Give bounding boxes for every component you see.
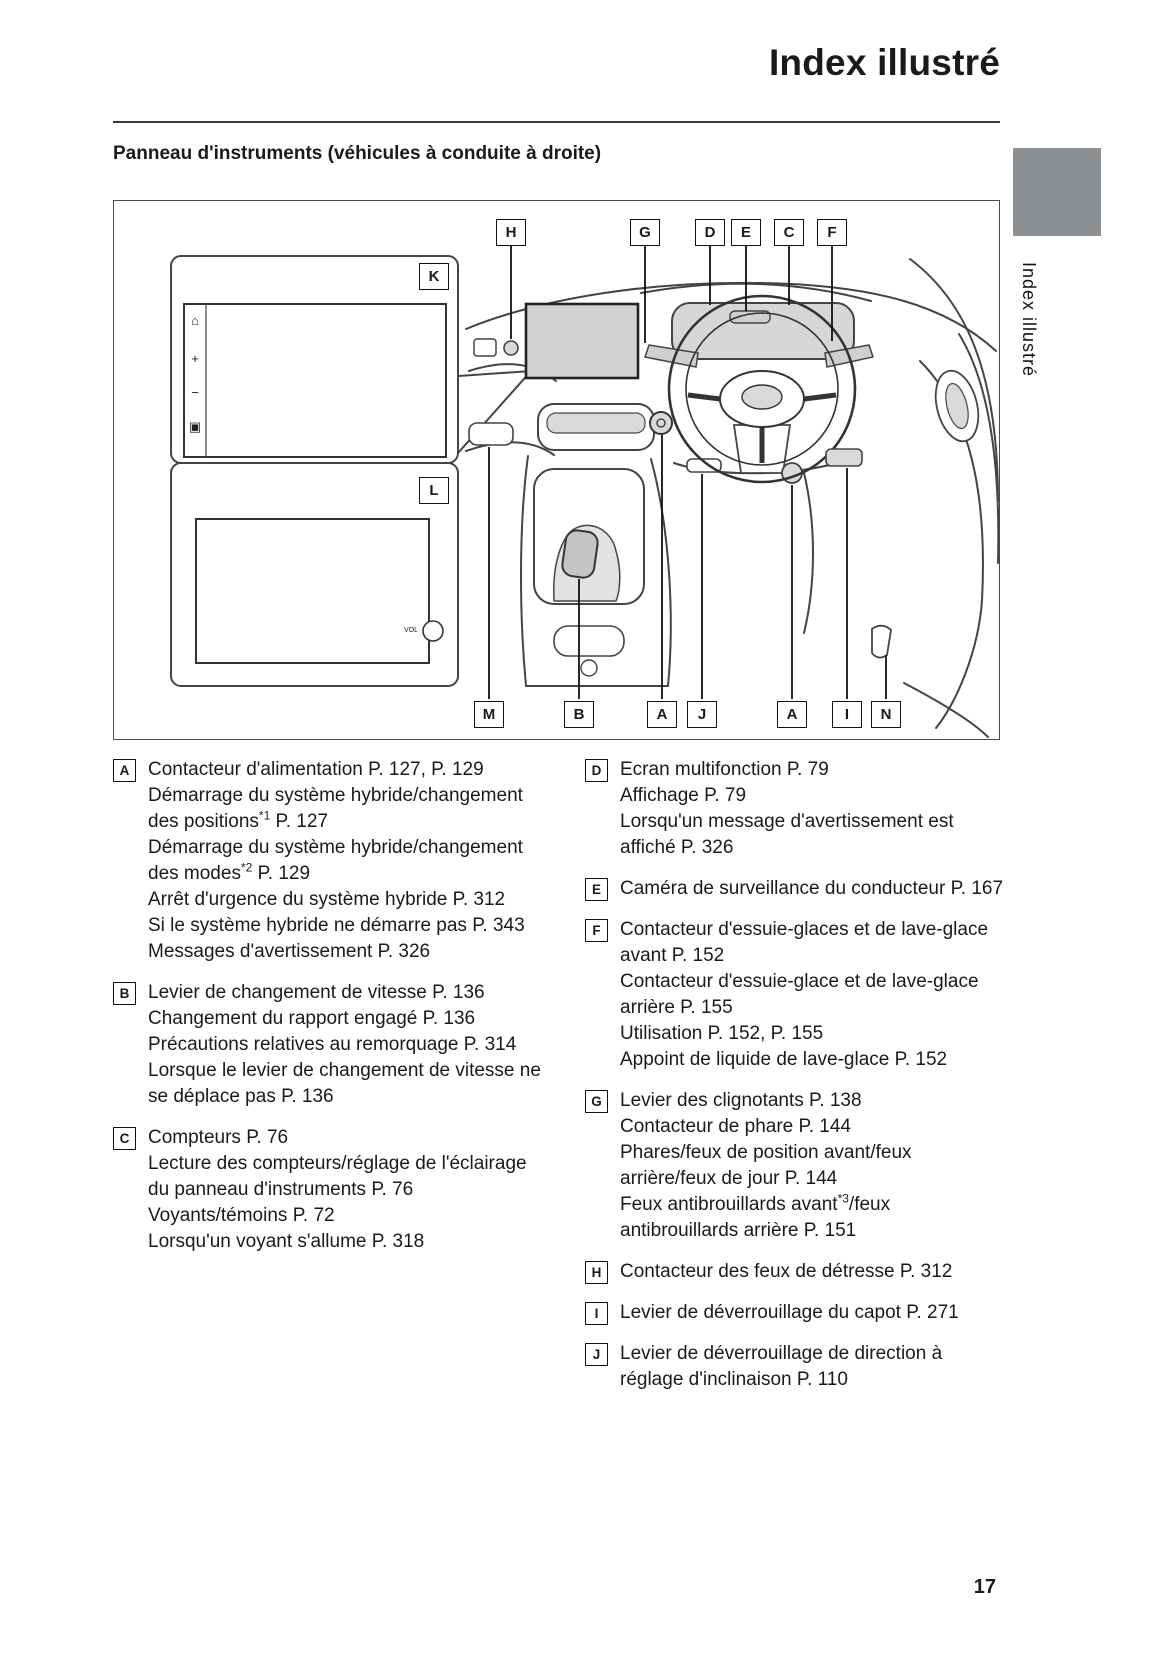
- diagram-callout-top-C: C: [774, 219, 804, 246]
- hazard-switch-icon: [504, 341, 518, 355]
- entry-line: Précautions relatives au remorquage P. 314: [148, 1034, 517, 1055]
- entry-key-J: J: [585, 1343, 608, 1366]
- entry-line: Lorsque le levier de changement de vitesse ne se déplace pas P. 136: [148, 1060, 541, 1107]
- home-icon: ⌂: [191, 313, 199, 328]
- index-entry-C: [113, 1125, 550, 1255]
- title-rule: [113, 121, 1000, 123]
- entry-key-C: C: [113, 1127, 136, 1150]
- plus-icon: +: [191, 351, 199, 366]
- power-switch-icon: [650, 412, 672, 434]
- entry-key-D: D: [585, 759, 608, 782]
- entry-line: Levier de changement de vitesse P. 136: [148, 982, 485, 1003]
- entry-line: Changement du rapport engagé P. 136: [148, 1008, 476, 1029]
- lower-release-lever-icon: [872, 626, 891, 658]
- diagram-callout-bottom-I-5: I: [832, 701, 862, 728]
- page-title: Index illustré: [768, 42, 1000, 83]
- diagram-callout-bottom-A-4: A: [777, 701, 807, 728]
- menu-icon: ▣: [188, 419, 202, 434]
- entry-line: Contacteur d'alimentation P. 127, P. 129: [148, 759, 484, 780]
- entry-line: Contacteur d'essuie-glace et de lave-glace arrière P. 155: [620, 971, 979, 1018]
- entry-text: [620, 1088, 1006, 1244]
- entry-line: Démarrage du système hybride/changement des positions$^{*1}$ P. 127: [148, 785, 523, 832]
- lower-dash-control: [469, 423, 513, 445]
- entry-line: Levier de déverrouillage de direction à réglage d'inclinaison P. 110: [620, 1343, 943, 1390]
- panel-k-screen: [184, 304, 446, 457]
- entry-text: [148, 1125, 550, 1255]
- entry-text: [620, 1300, 1006, 1326]
- entry-key-G: G: [585, 1090, 608, 1113]
- entry-key-B: B: [113, 982, 136, 1005]
- entry-text: [620, 917, 1006, 1073]
- entry-line: Compteurs P. 76: [148, 1127, 289, 1148]
- entry-line: Contacteur des feux de détresse P. 312: [620, 1261, 953, 1282]
- panel-l-screen: [196, 519, 429, 663]
- entry-text: [148, 757, 550, 965]
- entry-text: [620, 757, 1006, 861]
- index-entry-I: [585, 1300, 1006, 1326]
- instrument-panel-diagram: [113, 200, 1000, 740]
- entry-key-F: F: [585, 919, 608, 942]
- entry-line: Lorsqu'un message d'avertissement est affiché P. 326: [620, 811, 954, 858]
- diagram-callout-bottom-B-1: B: [564, 701, 594, 728]
- entry-line: Voyants/témoins P. 72: [148, 1205, 335, 1226]
- chapter-tab-marker: [1013, 148, 1101, 236]
- index-entry-B: [113, 980, 550, 1110]
- diagram-callout-bottom-A-2: A: [647, 701, 677, 728]
- diagram-callout-top-E: E: [731, 219, 761, 246]
- diagram-callout-panel-L: L: [419, 477, 449, 504]
- volume-knob-icon: [423, 621, 443, 641]
- minus-icon: −: [191, 385, 199, 400]
- diagram-callout-panel-K: K: [419, 263, 449, 290]
- entry-line: Lorsqu'un voyant s'allume P. 318: [148, 1231, 425, 1252]
- entry-line: Ecran multifonction P. 79: [620, 759, 829, 780]
- index-entry-A: [113, 757, 550, 965]
- index-entry-E: [585, 876, 1006, 902]
- entry-line: Affichage P. 79: [620, 785, 747, 806]
- section-heading: Panneau d'instruments (véhicules à conduite à droite): [113, 143, 602, 164]
- entry-line: Levier des clignotants P. 138: [620, 1090, 862, 1111]
- volume-label: VOL: [404, 627, 419, 634]
- entry-key-I: I: [585, 1302, 608, 1325]
- entry-line: Phares/feux de position avant/feux arrière/feux de jour P. 144: [620, 1142, 912, 1189]
- diagram-callout-top-F: F: [817, 219, 847, 246]
- shift-lever-icon: [561, 529, 599, 579]
- diagram-callout-top-G: G: [630, 219, 660, 246]
- entry-line: Levier de déverrouillage du capot P. 271: [620, 1302, 959, 1323]
- chapter-side-label: Index illustré: [1019, 262, 1039, 378]
- entry-key-H: H: [585, 1261, 608, 1284]
- entry-line: Si le système hybride ne démarre pas P. 343: [148, 915, 525, 936]
- entry-line: Lecture des compteurs/réglage de l'éclairage du panneau d'instruments P. 76: [148, 1153, 527, 1200]
- entry-text: [620, 876, 1006, 902]
- entry-line: Contacteur d'essuie-glaces et de lave-glace avant P. 152: [620, 919, 989, 966]
- index-entry-H: [585, 1259, 1006, 1285]
- entry-line: Démarrage du système hybride/changement des modes$^{*2}$ P. 129: [148, 837, 523, 884]
- diagram-callout-top-H: H: [496, 219, 526, 246]
- entry-line: Utilisation P. 152, P. 155: [620, 1023, 824, 1044]
- diagram-callout-bottom-N-6: N: [871, 701, 901, 728]
- entry-line: Feux antibrouillards avant$^{*3}$/feux antibrouillards arrière P. 151: [620, 1191, 891, 1241]
- dashboard-illustration: [114, 201, 1001, 741]
- diagram-callout-bottom-J-3: J: [687, 701, 717, 728]
- diagram-callout-bottom-M-0: M: [474, 701, 504, 728]
- entry-line: Arrêt d'urgence du système hybride P. 312: [148, 889, 506, 910]
- index-entry-D: [585, 757, 1006, 861]
- entry-text: [620, 1259, 1006, 1285]
- page-number: 17: [973, 1576, 996, 1598]
- entry-line: Appoint de liquide de lave-glace P. 152: [620, 1049, 948, 1070]
- hood-release-icon: [826, 449, 862, 466]
- center-touchscreen: [526, 304, 638, 378]
- index-entry-J: [585, 1341, 1006, 1393]
- entry-key-A: A: [113, 759, 136, 782]
- entry-text: [620, 1341, 1006, 1393]
- index-column-right: [585, 757, 1006, 1408]
- index-entry-F: [585, 917, 1006, 1073]
- entry-line: Caméra de surveillance du conducteur P. 167: [620, 878, 1004, 899]
- diagram-callout-top-D: D: [695, 219, 725, 246]
- entry-text: [148, 980, 550, 1110]
- entry-line: Messages d'avertissement P. 326: [148, 941, 431, 962]
- index-entry-G: [585, 1088, 1006, 1244]
- entry-key-E: E: [585, 878, 608, 901]
- index-column-left: [113, 757, 550, 1270]
- entry-line: Contacteur de phare P. 144: [620, 1116, 851, 1137]
